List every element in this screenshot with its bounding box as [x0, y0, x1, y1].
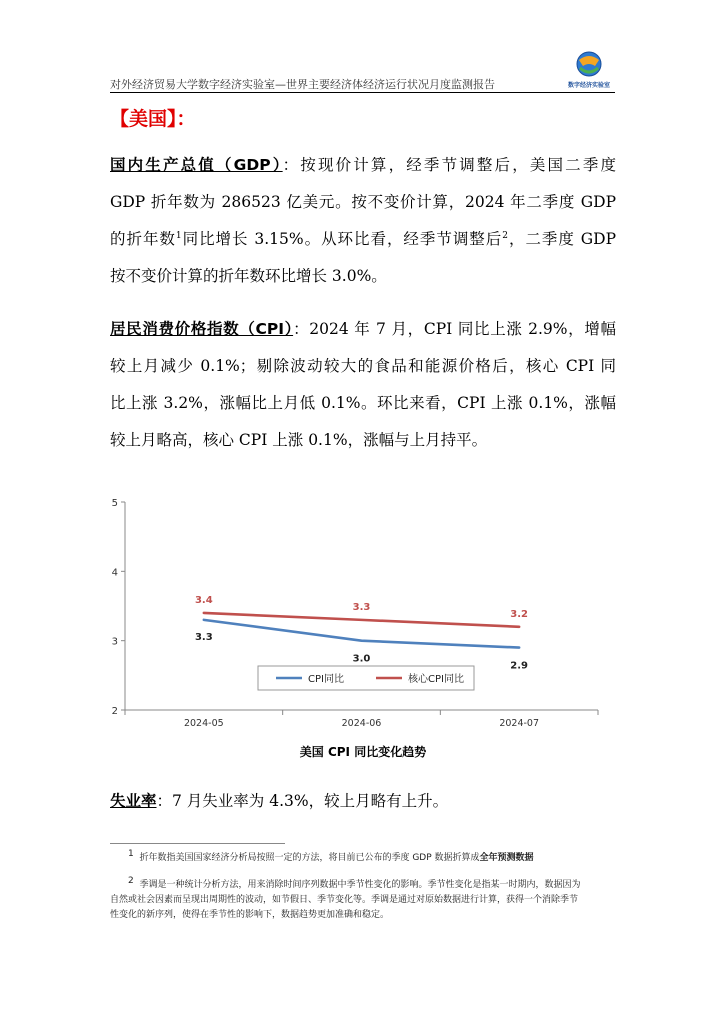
cpi-line-3: 比上涨 3.2%，涨幅比上月低 0.1%。环比来看，CPI 上涨 0.1%，涨幅	[110, 394, 616, 412]
footnote-2-mark: 2	[128, 876, 134, 886]
data-label: 3.4	[194, 594, 213, 606]
data-label: 3.3	[194, 631, 213, 643]
gdp-paragraph	[110, 147, 616, 295]
cpi-paragraph	[110, 311, 616, 459]
x-tick-label: 2024-06	[341, 718, 382, 729]
cpi-term: 居民消费价格指数（CPI）	[110, 320, 294, 338]
section-country-heading: 【美国】：	[110, 108, 196, 130]
footnote-2-line-2: 自然或社会因素而呈现出周期性的波动，如节假日、季节变化等。季调是通过对原始数据进行计算，获得一个消除季节	[110, 895, 579, 905]
gdp-line-4: 按不变价计算的折年数环比增长 3.0%。	[110, 267, 387, 285]
data-label: 3.0	[352, 653, 371, 665]
footnote-1-bold: 全年预测数据	[479, 853, 534, 863]
data-label: 3.3	[352, 601, 371, 613]
footnote-ref-2[interactable]: 2	[502, 230, 508, 241]
data-label: 3.2	[510, 608, 529, 620]
footnote-ref-1[interactable]: 1	[175, 230, 182, 241]
cpi-line-1: ：2024 年 7 月，CPI 同比上涨 2.9%，增幅	[293, 320, 616, 338]
cpi-line-2: 较上月减少 0.1%；剔除波动较大的食品和能源价格后，核心 CPI 同	[110, 357, 616, 375]
cpi-line-4: 较上月略高，核心 CPI 上涨 0.1%，涨幅与上月持平。	[110, 431, 488, 449]
y-tick-label: 3	[111, 636, 118, 648]
gdp-term: 国内生产总值（GDP）	[110, 156, 283, 174]
legend-label: CPI同比	[308, 674, 344, 685]
x-tick-label: 2024-05	[183, 718, 224, 729]
chart-caption: 美国 CPI 同比变化趋势	[299, 745, 427, 759]
lab-logo	[562, 50, 616, 90]
logo-globe-icon	[562, 50, 616, 82]
series-line-2	[204, 613, 519, 627]
footnote-1-text: 折年数指美国国家经济分析局按照一定的方法，将目前已公布的季度 GDP 数据折算成	[139, 853, 480, 863]
logo-text: 数字经济实验室	[567, 82, 610, 89]
footnote-2	[110, 878, 616, 923]
x-tick-label: 2024-07	[499, 718, 540, 729]
cpi-trend-chart	[108, 490, 608, 730]
gdp-line-1: ：按现价计算，经季节调整后，美国二季度	[282, 156, 616, 174]
gdp-line-2: GDP 折年数为 286523 亿美元。按不变价计算，2024 年二季度 GDP	[110, 193, 616, 211]
y-tick-label: 5	[111, 498, 118, 509]
gdp-line-3a: 的折年数	[110, 230, 176, 248]
page-header	[110, 72, 615, 93]
y-tick-label: 4	[111, 567, 118, 579]
data-label: 2.9	[510, 660, 529, 672]
unemployment-paragraph	[110, 783, 616, 820]
footnote-2-line-1: 季调是一种统计分析方法，用来消除时间序列数据中季节性变化的影响。季节性变化是指某一时期内，数据因为	[139, 880, 581, 890]
gdp-line-3b: 同比增长 3.15%。从环比看，经季节调整后	[181, 230, 503, 248]
footnote-1	[128, 851, 598, 866]
footnote-divider	[110, 843, 285, 844]
legend-label: 核心CPI同比	[408, 674, 464, 685]
gdp-line-3c: ，二季度 GDP	[508, 230, 616, 248]
unemployment-text: ：7 月失业率为 4.3%，较上月略有上升。	[156, 792, 449, 810]
footnote-1-mark: 1	[128, 849, 134, 859]
header-title: 对外经济贸易大学数字经济实验室—世界主要经济体经济运行状况月度监测报告	[110, 78, 495, 91]
unemployment-term: 失业率	[110, 792, 157, 810]
y-tick-label: 2	[111, 706, 118, 717]
footnote-2-line-3: 性变化的新序列，使得在季节性的影响下，数据趋势更加准确和稳定。	[110, 910, 390, 920]
